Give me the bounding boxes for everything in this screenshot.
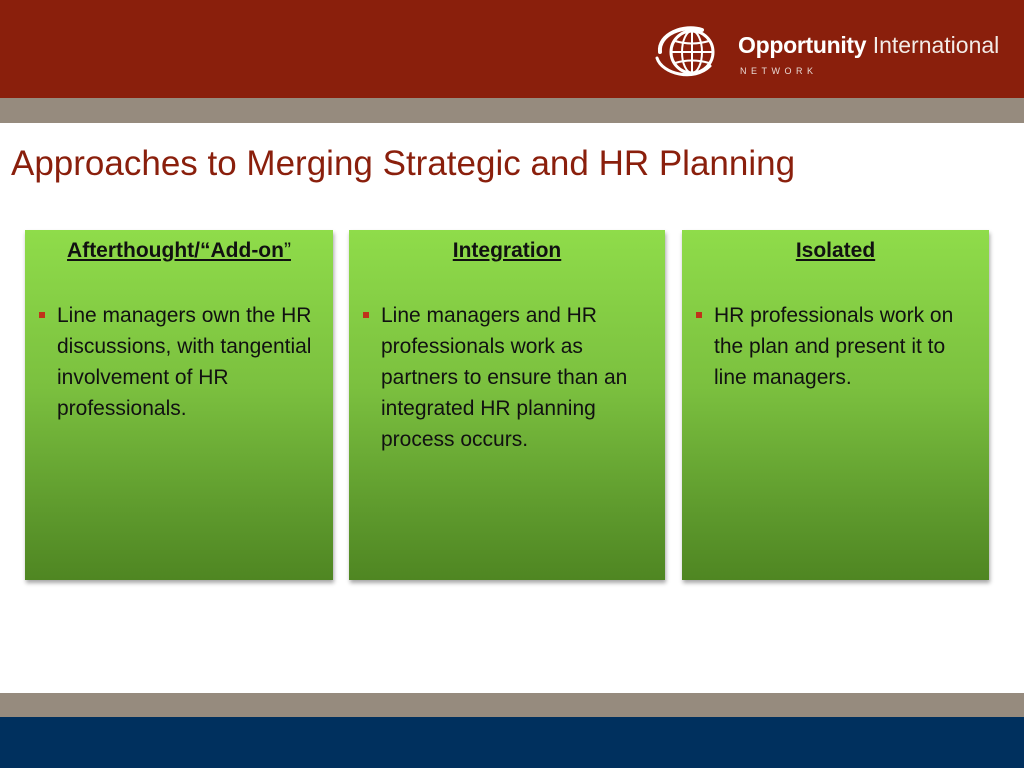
organization-logo <box>654 22 1014 82</box>
card-heading <box>694 238 977 264</box>
card-bullet-list <box>37 300 321 424</box>
card-isolated <box>682 230 989 580</box>
card-bullet-list <box>361 300 653 455</box>
card-bullet-text: Line managers own the HR discussions, with tangential involvement of HR professionals. <box>57 304 312 420</box>
logo-subtitle: NETWORK <box>740 66 818 76</box>
card-heading-text: Integration <box>452 239 562 262</box>
card-integration <box>349 230 665 580</box>
card-heading <box>37 238 321 264</box>
card-bullet <box>361 300 653 455</box>
logo-wordmark <box>738 31 999 59</box>
card-bullet <box>694 300 977 393</box>
globe-logo-icon <box>654 22 726 80</box>
card-bullet-list <box>694 300 977 393</box>
square-bullet-icon <box>39 312 45 318</box>
header-stripe <box>0 98 1024 123</box>
footer-stripe <box>0 693 1024 717</box>
card-heading <box>361 238 653 264</box>
logo-name-bold: Opportunity <box>738 32 867 58</box>
logo-name-light: International <box>872 32 1000 58</box>
card-bullet <box>37 300 321 424</box>
card-afterthought <box>25 230 333 580</box>
footer-bar <box>0 717 1024 768</box>
card-bullet-text: HR professionals work on the plan and present it to line managers. <box>714 304 954 389</box>
card-bullet-text: Line managers and HR professionals work as partners to ensure than an integrated HR planning process occurs. <box>381 304 628 451</box>
card-heading-text: Isolated <box>795 239 876 262</box>
card-heading-quote: ” <box>283 239 291 262</box>
square-bullet-icon <box>363 312 369 318</box>
square-bullet-icon <box>696 312 702 318</box>
card-heading-text: Afterthought/“Add-on <box>67 239 284 262</box>
header-bar <box>0 0 1024 98</box>
slide-title: Approaches to Merging Strategic and HR Planning <box>11 144 796 183</box>
